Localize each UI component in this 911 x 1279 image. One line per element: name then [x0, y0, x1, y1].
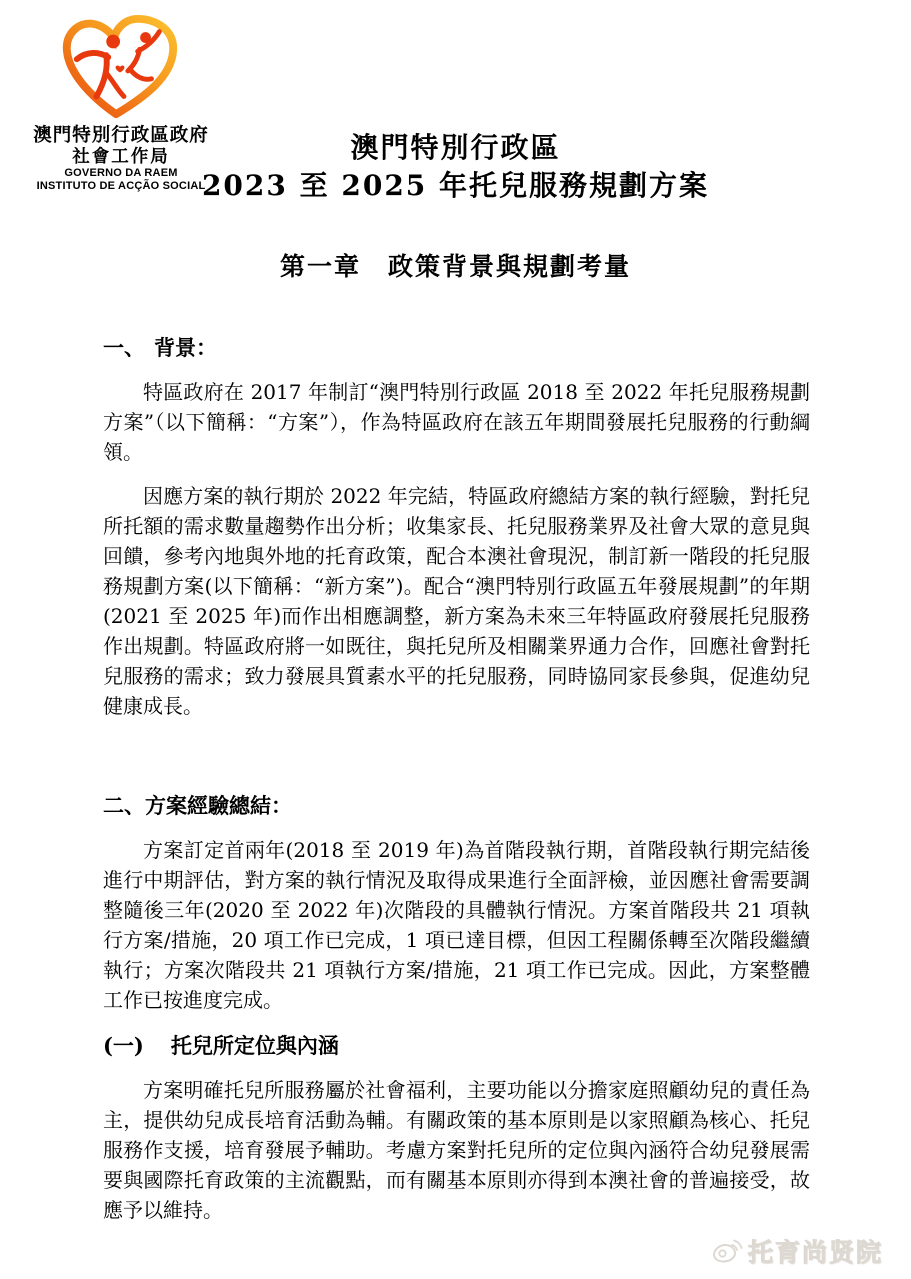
- document-title-line2: 2023 至 2025 年托兒服務規劃方案: [201, 169, 710, 202]
- document-title-line1: 澳門特別行政區: [350, 131, 561, 164]
- org-name-chinese-line1: 澳門特別行政區政府: [33, 124, 209, 145]
- weibo-icon: [711, 1237, 743, 1265]
- section-1-heading: [103, 333, 810, 363]
- watermark: [711, 1233, 883, 1269]
- agency-logo-block: [26, 12, 216, 192]
- section-2-heading: [103, 791, 810, 821]
- section-1-marker: 一、: [103, 335, 145, 360]
- paragraph: 因應方案的執行期於 2022 年完結，特區政府總結方案的執行經驗，對托兒所托額的需求數量趨勢作出分析；收集家長、托兒服務業界及社會大眾的意見與回饋，參考內地與外地的托育政策，配合本澳社會現況，制訂新一階段的托兒服務規劃方案(以下簡稱：“新方案”)。配合“澳門特別行政區五年發展規劃”的年期(2021 至 2025 年)而作出相應調整，新方案為未來三年特區政府發展托兒服務作出規劃。特區政府將一如既往，與托兒所及相關業界通力合作，回應社會對托兒服務的需求；致力發展具質素水平的托兒服務，同時協同家長參與，促進幼兒健康成長。: [103, 484, 810, 718]
- org-name-chinese-line2: 社會工作局: [72, 146, 170, 166]
- section-1-title: 背景：: [154, 335, 217, 360]
- paragraph: 特區政府在 2017 年制訂“澳門特別行政區 2018 至 2022 年托兒服務規劃方案”（以下簡稱：“方案”），作為特區政府在該五年期間發展托兒服務的行動綱領。: [103, 380, 810, 464]
- section-background: [103, 333, 810, 721]
- section-2-title: 方案經驗總結：: [145, 793, 292, 818]
- document-body: [103, 333, 810, 1225]
- subsection-1-heading: [103, 1031, 810, 1061]
- org-name-portuguese-line1: GOVERNO DA RAEM: [64, 167, 178, 179]
- org-name-portuguese-line2: INSTITUTO DE ACÇÃO SOCIAL: [36, 179, 206, 192]
- subsection-nursery-positioning: [103, 1031, 810, 1225]
- subsection-1-marker: (一): [103, 1033, 144, 1058]
- section-2-marker: 二、: [103, 793, 145, 818]
- heart-with-dancing-figures-logo-icon: [57, 12, 185, 122]
- chapter-heading: 第一章 政策背景與規劃考量: [279, 252, 631, 281]
- paragraph: 方案明確托兒所服務屬於社會福利，主要功能以分擔家庭照顧幼兒的責任為主，提供幼兒成長培育活動為輔。有關政策的基本原則是以家照顧為核心、托兒服務作支援，培育發展予輔助。考慮方案對托兒所的定位與內涵符合幼兒發展需要與國際托育政策的主流觀點，而有關基本原則亦得到本澳社會的普遍接受，故應予以維持。: [103, 1078, 810, 1222]
- section-plan-experience-summary: [103, 791, 810, 1015]
- watermark-text: 托育尚贤院: [747, 1239, 883, 1267]
- paragraph: 方案訂定首兩年(2018 至 2019 年)為首階段執行期，首階段執行期完結後進行中期評估，對方案的執行情況及取得成果進行全面評檢，並因應社會需要調整隨後三年(2020 至 2022 年)次階段的具體執行情況。方案首階段共 21 項執行方案/措施，20 項工作已完成，1 項已達目標，但因工程關係轉至次階段繼續執行；方案次階段共 21 項執行方案/措施，21 項工作已完成。因此，方案整體工作已按進度完成。: [103, 838, 810, 1012]
- subsection-1-title: 托兒所定位與內涵: [170, 1033, 339, 1058]
